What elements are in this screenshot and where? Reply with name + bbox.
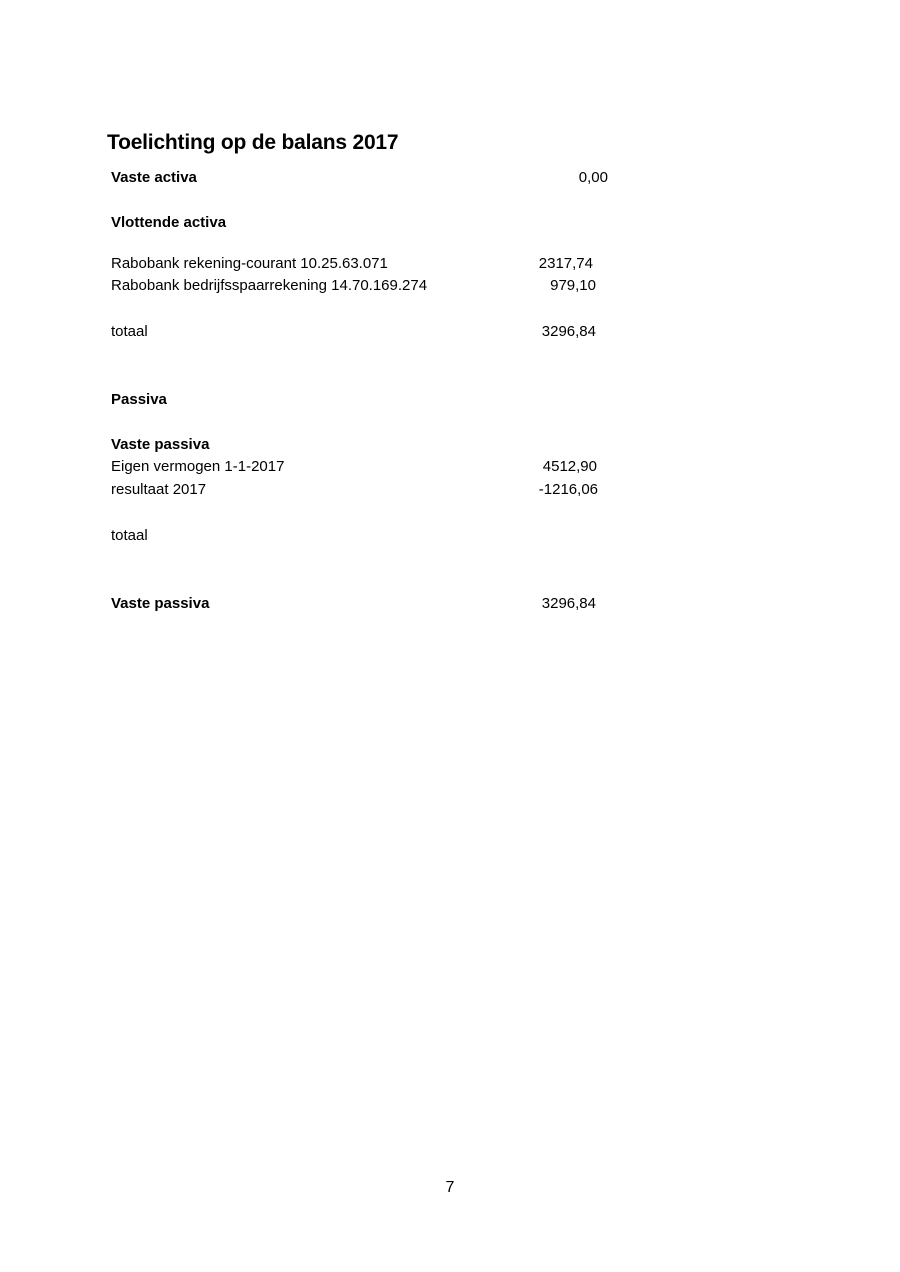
passiva-total-label: totaal — [111, 527, 148, 544]
passiva-heading: Passiva — [111, 391, 167, 408]
activa-total-value: 3296,84 — [541, 323, 596, 340]
vaste-passiva-summary-label: Vaste passiva — [111, 595, 210, 612]
vaste-passiva-summary-value: 3296,84 — [541, 595, 596, 612]
vaste-activa-label: Vaste activa — [111, 169, 197, 186]
page-title: Toelichting op de balans 2017 — [107, 131, 399, 154]
resultaat-value: -1216,06 — [538, 481, 598, 498]
vaste-passiva-heading: Vaste passiva — [111, 436, 210, 453]
vlottende-activa-heading: Vlottende activa — [111, 214, 227, 231]
resultaat-label: resultaat 2017 — [111, 481, 207, 498]
rabobank-courant-label: Rabobank rekening-courant 10.25.63.071 — [111, 255, 388, 272]
rabobank-courant-value: 2317,74 — [538, 255, 593, 272]
vaste-activa-value: 0,00 — [578, 169, 608, 186]
eigen-vermogen-value: 4512,90 — [542, 458, 597, 475]
rabobank-spaar-value: 979,10 — [550, 277, 596, 294]
eigen-vermogen-label: Eigen vermogen 1-1-2017 — [111, 458, 285, 475]
page-number: 7 — [445, 1179, 455, 1196]
rabobank-spaar-label: Rabobank bedrijfsspaarrekening 14.70.169.274 — [111, 277, 428, 294]
activa-total-label: totaal — [111, 323, 148, 340]
